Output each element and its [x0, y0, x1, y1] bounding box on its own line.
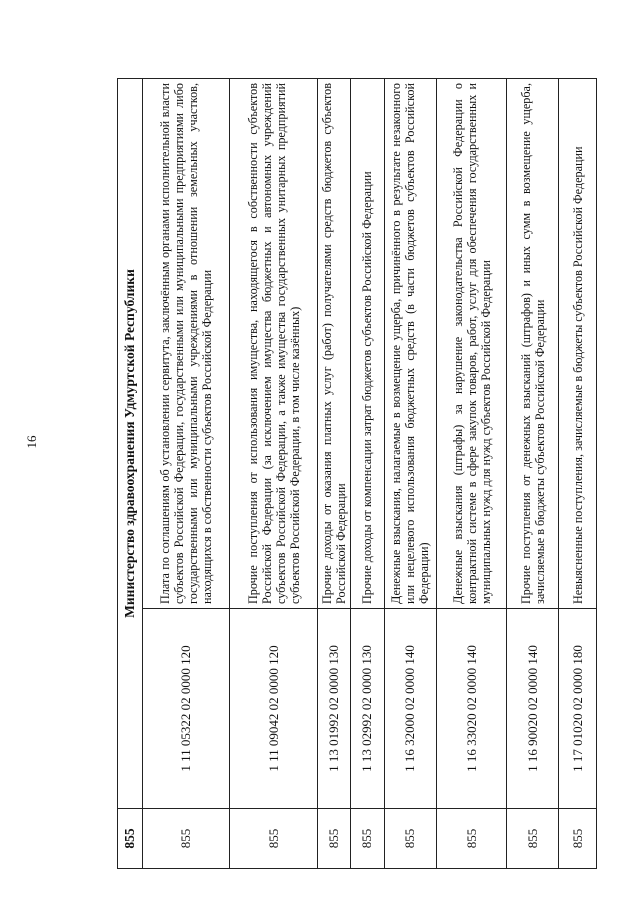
admin-code-cell: 855	[317, 809, 350, 869]
table-row	[436, 79, 507, 869]
admin-code-cell: 855	[559, 809, 597, 869]
description-cell: Невыясненные поступления, зачисляемые в бюджеты субъектов Российской Федерации	[559, 79, 597, 609]
description-cell: Прочие доходы от оказания платных услуг (работ) получателями средств бюджетов субъектов Российской Федерации	[317, 79, 350, 609]
revenue-code-cell: 1 13 02992 02 0000 130	[351, 609, 384, 809]
admin-code-cell: 855	[230, 809, 317, 869]
admin-code-cell: 855	[142, 809, 229, 869]
header-admin-code: 855	[118, 809, 143, 869]
admin-code-cell: 855	[436, 809, 507, 869]
table-row	[317, 79, 350, 869]
description-cell: Плата по соглашениям об установлении сервитута, заключённым органами исполнительной власти субъектов Российской Федерации, государственными или муниципальными предприятиями либо государственными или муниципальными учреждениями в отношении земельных участков, находящихся в собственности субъектов Российской Федерации	[142, 79, 229, 609]
revenue-code-cell: 1 11 09042 02 0000 120	[230, 609, 317, 809]
revenue-code-cell: 1 17 01020 02 0000 180	[559, 609, 597, 809]
table-row	[230, 79, 317, 869]
table-row	[507, 79, 559, 869]
page-number: 16	[24, 435, 39, 449]
description-cell: Прочие поступления от использования имущества, находящегося в собственности субъектов Российской Федерации (за исключением имущества бюджетных и автономных учреждений субъектов Российской Федерации, а также имущества государственных унитарных предприятий субъектов Российской Федерации, в том числе казённых)	[230, 79, 317, 609]
revenue-codes-table	[117, 78, 597, 869]
description-cell: Денежные взыскания (штрафы) за нарушение законодательства Российской Федерации о контрактной системе в сфере закупок товаров, работ, услуг для обеспечения государственных и муниципальных нужд для нужд субъектов Российской Федерации	[436, 79, 507, 609]
admin-code-cell: 855	[384, 809, 436, 869]
description-cell: Денежные взыскания, налагаемые в возмещение ущерба, причинённого в результате незаконного или нецелевого использования бюджетных средств (в части бюджетов субъектов Российской Федерации)	[384, 79, 436, 609]
table-row	[142, 79, 229, 869]
admin-code-cell: 855	[507, 809, 559, 869]
rotated-table-container	[117, 79, 597, 869]
table-row	[351, 79, 384, 869]
table-header-row	[118, 79, 143, 869]
revenue-code-cell: 1 16 33020 02 0000 140	[436, 609, 507, 809]
description-cell: Прочие доходы от компенсации затрат бюджетов субъектов Российской Федерации	[351, 79, 384, 609]
revenue-code-cell: 1 13 01992 02 0000 130	[317, 609, 350, 809]
table-row	[559, 79, 597, 869]
revenue-code-cell: 1 11 05322 02 0000 120	[142, 609, 229, 809]
revenue-code-cell: 1 16 90020 02 0000 140	[507, 609, 559, 809]
description-cell: Прочие поступления от денежных взысканий (штрафов) и иных сумм в возмещение ущерба, зачисляемые в бюджеты субъектов Российской Федерации	[507, 79, 559, 609]
admin-code-cell: 855	[351, 809, 384, 869]
header-ministry-title: Министерство здравоохранения Удмуртской Республики	[118, 79, 143, 809]
table-row	[384, 79, 436, 869]
revenue-code-cell: 1 16 32000 02 0000 140	[384, 609, 436, 809]
